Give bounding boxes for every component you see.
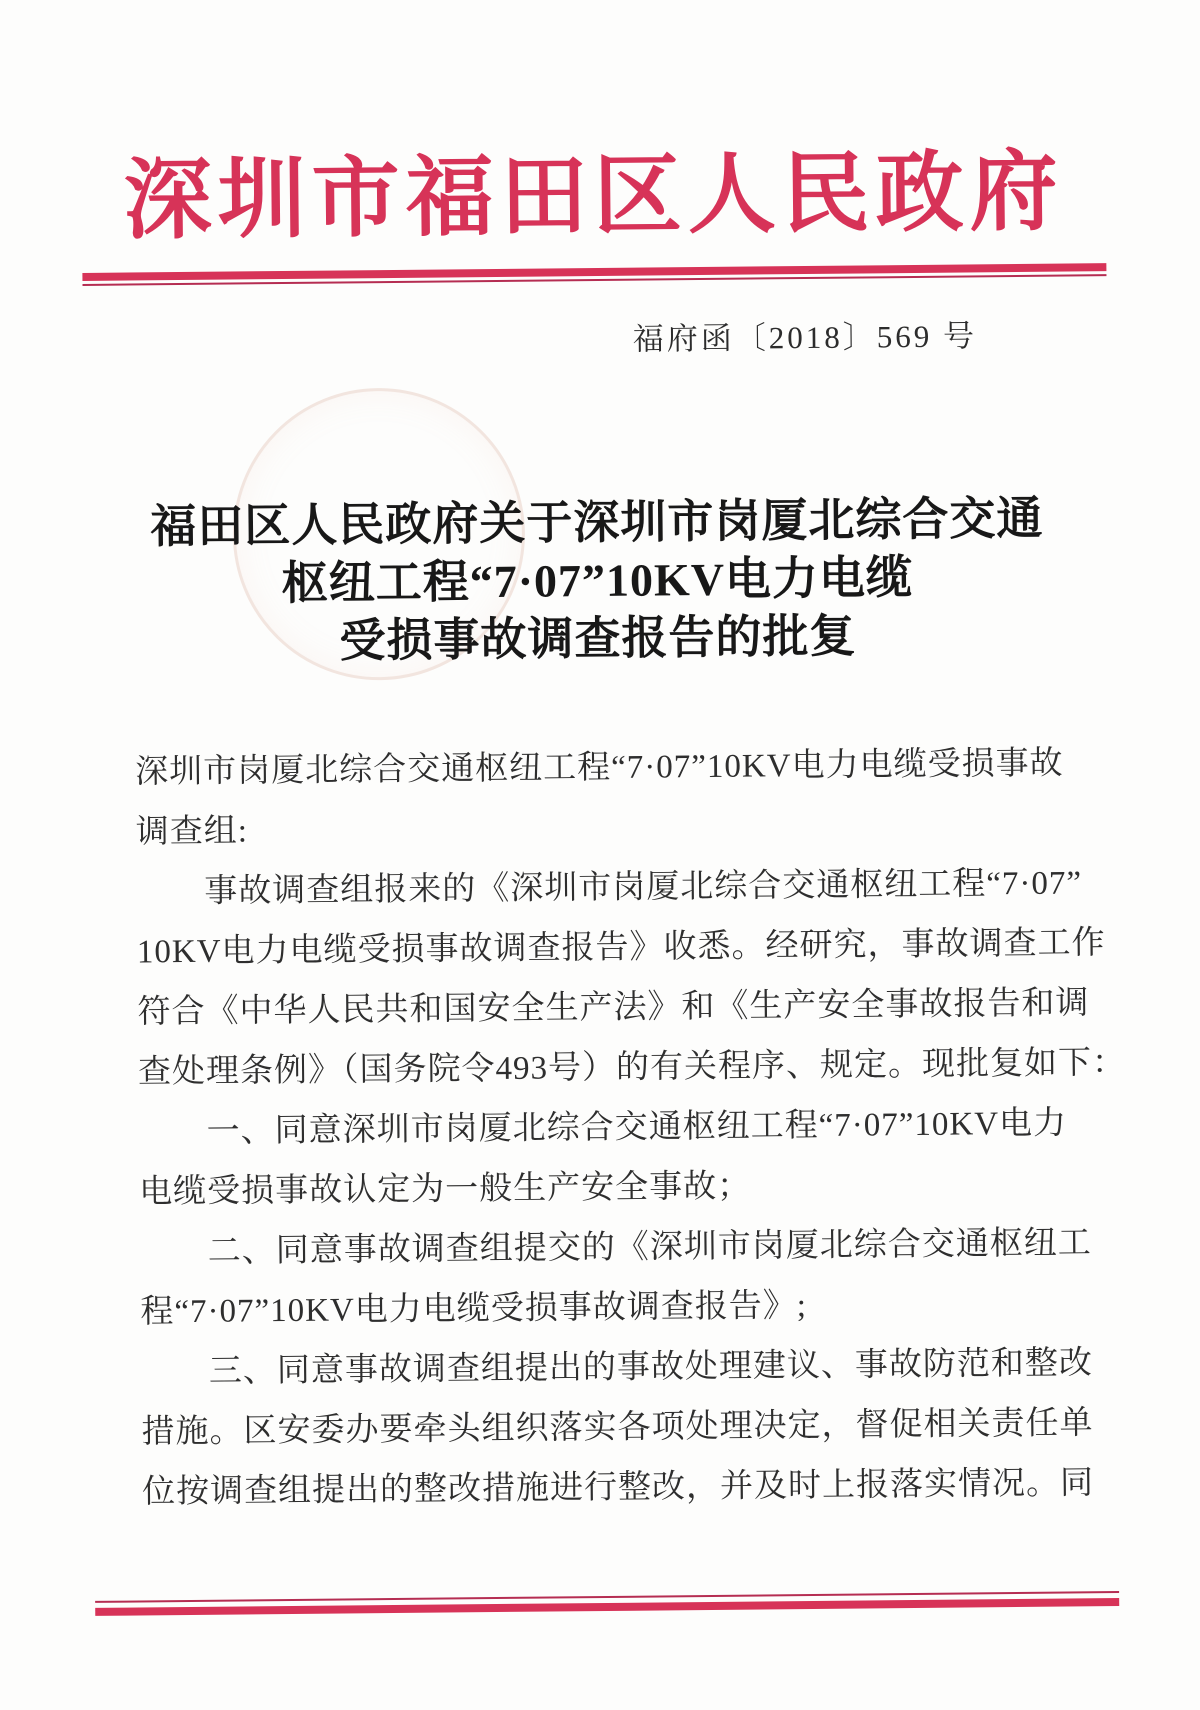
body-text-line: 二、同意事故调查组提交的《深圳市岗厦北综合交通枢纽工 <box>207 1225 1092 1270</box>
footer-red-rule <box>95 1591 1119 1616</box>
document-title <box>0 488 1198 674</box>
body-text-line: 电缆受损事故认定为一般生产安全事故； <box>139 1168 752 1211</box>
header-red-rule <box>82 263 1106 286</box>
document-title-line: 受损事故调查报告的批复 <box>339 610 857 667</box>
body-text-line: 查处理条例》（国务院令493号）的有关程序、规定。现批复如下： <box>137 1044 1127 1091</box>
body-text-line: 措施。区安委办要牵头组织落实各项处理决定，督促相关责任单 <box>141 1405 1094 1451</box>
body-text-line: 符合《中华人民共和国安全生产法》和《生产安全事故报告和调 <box>137 985 1090 1031</box>
body-text-line: 三、同意事故调查组提出的事故处理建议、事故防范和整改 <box>208 1345 1094 1390</box>
body-text-line: 位按调查组提出的整改措施进行整改，并及时上报落实情况。同 <box>141 1465 1095 1511</box>
body-text-line: 10KV电力电缆受损事故调查报告》收悉。经研究，事故调查工作 <box>136 925 1106 971</box>
document-number: 福府函〔2018〕569 号 <box>632 318 978 357</box>
body-text-line: 事故调查组报来的《深圳市岗厦北综合交通枢纽工程“7·07” <box>204 865 1083 910</box>
body-text-line: 程“7·07”10KV电力电缆受损事故调查报告》; <box>140 1288 808 1331</box>
body-text-line: 调查组: <box>135 813 249 851</box>
body-text-line: 深圳市岗厦北综合交通枢纽工程“7·07”10KV电力电缆受损事故 <box>135 745 1064 791</box>
document-title-line: 福田区人民政府关于深圳市岗厦北综合交通 <box>150 492 1044 553</box>
document-body <box>135 733 1127 1522</box>
document-title-line: 枢纽工程“7·07”10KV电力电缆 <box>281 551 914 610</box>
body-text-line: 一、同意深圳市岗厦北综合交通枢纽工程“7·07”10KV电力 <box>206 1105 1068 1150</box>
agency-header-title: 深圳市福田区人民政府 <box>123 144 1065 251</box>
